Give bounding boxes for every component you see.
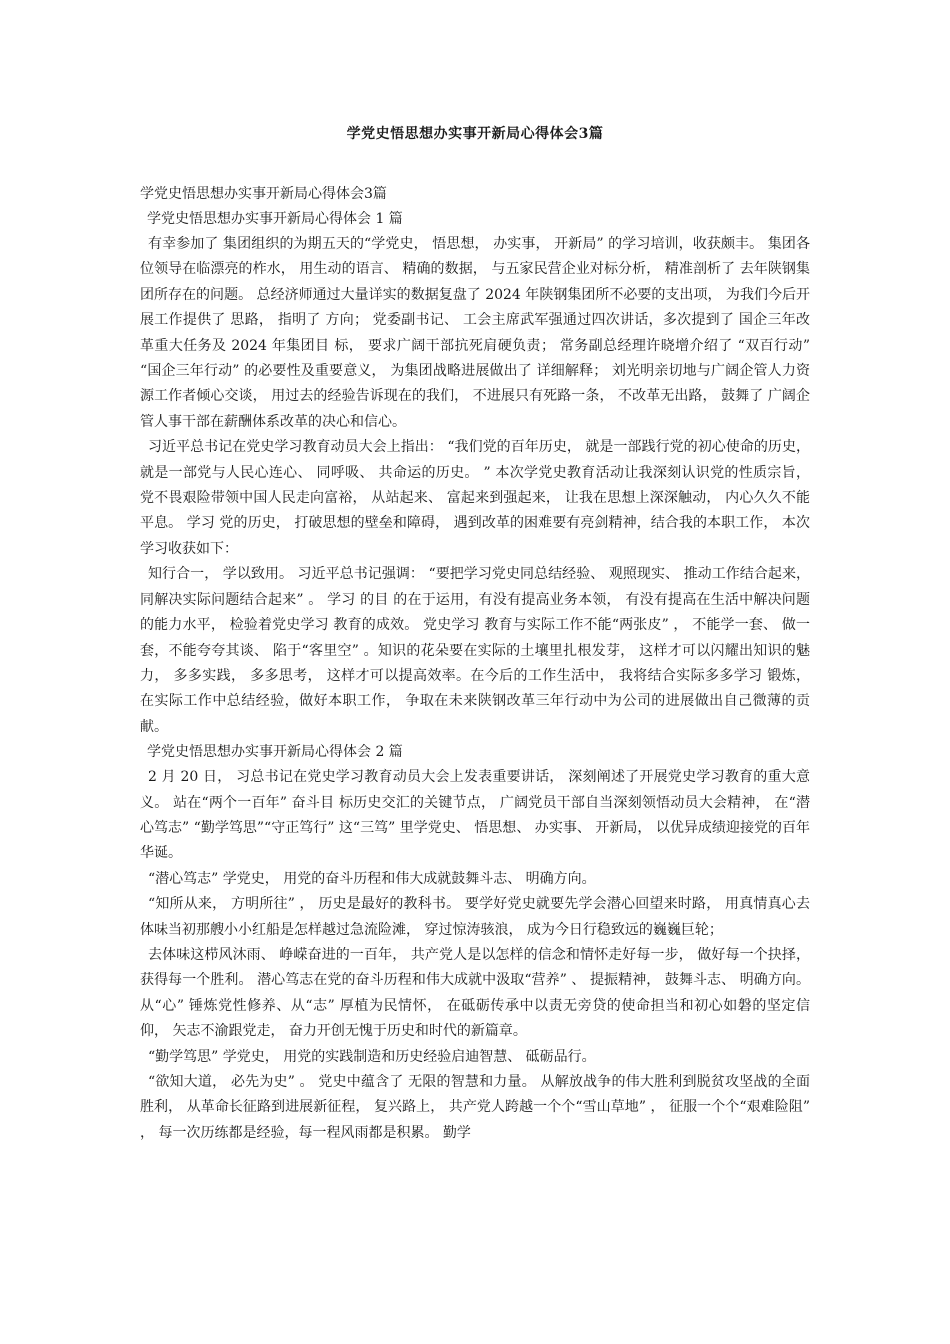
paragraph: 有幸参加了 集团组织的为期五天的“学党史， 悟思想， 办实事， 开新局” 的学习培训，收获颇丰。 集团各位领导在临漂亮的柞水， 用生动的语言、 精确的数据， 与五家民营企业对标分析， 精准剖析了 去年陕钢集团所存在的问题。 总经济师通过大量详实的数据复盘了 2024 年陕钢集团所不必要的支出项， 为我们今后开展工作提供了 思路， 指明了 方向； 党委副书记、 工会主席武军强通过四次讲话，多次提到了 国企三年改革重大任务及 2024 年集团目 标， 要求广阔干部抗死肩硬负责； 常务副总经理许晓增介绍了 “双百行动” “国企三年行动” 的必要性及重要意义， 为集团战略进展做出了 详细解释； 刘光明亲切地与广阔企管人力资源工作者倾心交谈， 用过去的经验告诉现在的我们， 不进展只有死路一条， 不改革无出路， 鼓舞了 广阔企管人事干部在薪酬体系改革的决心和信心。 [140, 236, 810, 430]
paragraph: “欲知大道， 必先为史” 。 党史中蕴含了 无限的智慧和力量。 从解放战争的伟大胜利到脱贫攻坚战的全面胜利， 从革命长征路到进展新征程， 复兴路上， 共产党人跨越一个个“雪山草地” ， 征服一个个“艰难险阻” ， 每一次历练都是经验，每一程风雨都是积累。 勤学 [140, 1074, 810, 1141]
paragraph: “勤学笃思” 学党史， 用党的实践制造和历史经验启迪智慧、 砥砺品行。 [148, 1048, 596, 1065]
document-page [140, 124, 810, 1146]
paragraph: 习近平总书记在党史学习教育动员大会上指出： “我们党的百年历史， 就是一部践行党的初心使命的历史， 就是一部党与人民心连心、 同呼吸、 共命运的历史。 ” 本次学党史教育活动让我深刻认识党的性质宗旨， 党不畏艰险带领中国人民走向富裕， 从站起来、 富起来到强起来， 让我在思想上深深触动， 内心久久不能平息。 学习 党的历史， 打破思想的壁垒和障碍， 遇到改革的困难要有亮剑精神，结合我的本职工作， 本次学习收获如下： [140, 439, 810, 557]
section-1-title: 学党史悟思想办实事开新局心得体会 1 篇 [147, 211, 403, 227]
paragraph: “知所从来， 方明所往” ， 历史是最好的教科书。 要学好党史就要先学会潜心回望来时路， 用真情真心去体味当初那艘小小红船是怎样越过急流险滩， 穿过惊涛骇浪， 成为今日行稳致远的巍巍巨轮； [140, 896, 810, 938]
paragraph: 知行合一， 学以致用。 习近平总书记强调： “要把学习党史同总结经验、 观照现实、 推动工作结合起来， 同解决实际问题结合起来” 。 学习 的目 的在于运用，有没有提高业务本领， 有没有提高在生活中解决问题的能力水平， 检验着党史学习 教育的成效。 党史学习 教育与实际工作不能“两张皮” ， 不能学一套、 做一套，不能夸夸其谈、 陷于“客里空” 。知识的花朵要在实际的土壤里扎根发芽， 这样才可以闪耀出知识的魅力， 多多实践， 多多思考， 这样才可以提高效率。在今后的工作生活中， 我将结合实际多多学习 锻炼， 在实际工作中总结经验，做好本职工作， 争取在未来陕钢改革三年行动中为公司的进展做出自己微薄的贡献。 [140, 566, 810, 735]
paragraph: 2 月 20 日， 习总书记在党史学习教育动员大会上发表重要讲话， 深刻阐述了开展党史学习教育的重大意义。 站在“两个一百年” 奋斗目 标历史交汇的关键节点， 广阔党员干部自当深刻领悟动员大会精神， 在“潜心笃志” “勤学笃思”“守正笃行” 这“三笃” 里学党史、 悟思想、 办实事、 开新局， 以优异成绩迎接党的百年华诞。 [140, 769, 810, 862]
paragraph: 去体味这栉风沐雨、 峥嵘奋进的一百年， 共产党人是以怎样的信念和情怀走好每一步， 做好每一个抉择， 获得每一个胜利。 潜心笃志在党的奋斗历程和伟大成就中汲取“营养” 、 提振精神， 鼓舞斗志、 明确方向。 从“心” 锤炼党性修养、从“志” 厚植为民情怀， 在砥砺传承中以责无旁贷的使命担当和初心如磐的坚定信仰， 矢志不渝跟党走， 奋力开创无愧于历史和时代的新篇章。 [140, 946, 810, 1040]
document-title: 学党史悟思想办实事开新局心得体会3篇 [346, 126, 604, 142]
paragraph: “潜心笃志” 学党史， 用党的奋斗历程和伟大成就鼓舞斗志、 明确方向。 [148, 870, 596, 887]
section-2-title: 学党史悟思想办实事开新局心得体会 2 篇 [147, 744, 403, 761]
main-heading: 学党史悟思想办实事开新局心得体会3篇 [140, 186, 387, 202]
